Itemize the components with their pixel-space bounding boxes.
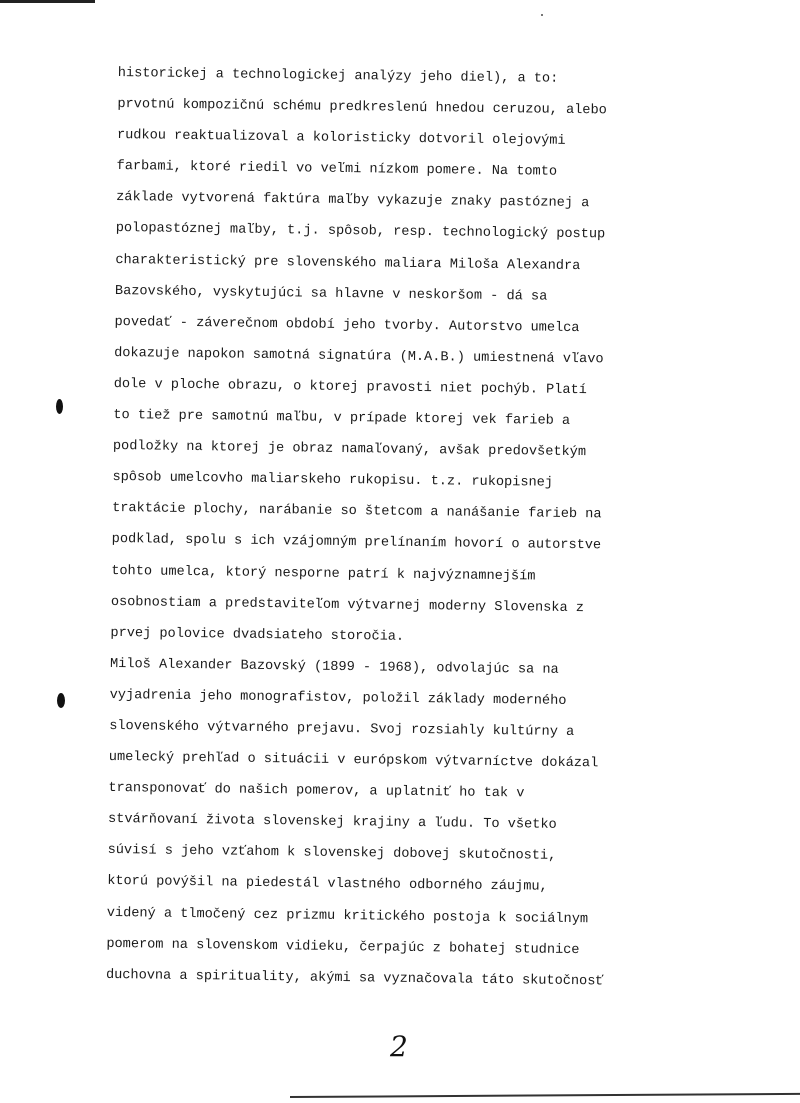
text-line: základe vytvorená faktúra maľby vykazuje znaky pastóznej a (116, 190, 590, 212)
text-line: osobnostiam a predstaviteľom výtvarnej moderny Slovenska z (110, 594, 585, 616)
text-line: podložky na ktorej je obraz namaľovaný, avšak predovšetkým (112, 439, 587, 461)
text-line: traktácie plochy, narábanie so štetcom a nanášanie farieb na (112, 501, 602, 523)
text-line: prvotnú kompozičnú schému predkreslenú hnedou ceruzou, alebo (117, 97, 607, 119)
text-line: povedať - záverečnom období jeho tvorby. Autorstvo umelca (114, 314, 580, 336)
text-line: slovenského výtvarného prejavu. Svoj rozsiahly kultúrny a (109, 718, 575, 740)
text-line: ktorú povýšil na piedestál vlastného odborného záujmu, (107, 874, 548, 896)
text-line: stvárňovaní života slovenskej krajiny a ľudu. To všetko (107, 812, 557, 834)
text-line: prvej polovice dvadsiateho storočia. (110, 625, 405, 645)
text-line: pomerom na slovenskom vidieku, čerpajúc z bohatej studnice (106, 936, 580, 958)
text-line: rudkou reaktualizoval a koloristicky dotvoril olejovými (116, 128, 566, 150)
text-line: podklad, spolu s ich vzájomným prelínaním hovorí o autorstve (111, 532, 602, 554)
text-line: vyjadrenia jeho monografistov, položil základy moderného (109, 687, 567, 709)
text-line: tohto umelca, ktorý nesporne patrí k najvýznamnejším (111, 563, 536, 585)
text-line: dole v ploche obrazu, o ktorej pravosti niet pochýb. Platí (113, 376, 587, 399)
text-line: Miloš Alexander Bazovský (1899 - 1968), odvolajúc sa na (109, 656, 559, 678)
text-line: charakteristický pre slovenského maliara Miloša Alexandra (115, 252, 581, 274)
punch-hole-mark-lower (57, 693, 65, 708)
text-line: spôsob umelcovho maliarskeho rukopisu. t.z. rukopisnej (112, 470, 554, 491)
text-line: Bazovského, vyskytujúci sa hlavne v neskoršom - dá sa (114, 283, 548, 305)
text-line: historickej a technologickej analýzy jeho diel), a to: (117, 65, 559, 87)
text-line: súvisí s jeho vzťahom k slovenskej dobovej skutočnosti, (107, 843, 557, 865)
punch-hole-mark-upper (56, 399, 63, 414)
text-line: dokazuje napokon samotná signatúra (M.A.B.) umiestnená vľavo (114, 345, 604, 368)
body-text (106, 58, 723, 999)
text-line: polopastóznej maľby, t.j. spôsob, resp. technologický postup (115, 221, 606, 243)
text-line: duchovna a spirituality, akými sa vyznačovala táto skutočnosť (105, 967, 604, 990)
page-number: 2 (390, 1030, 408, 1063)
scan-edge-bottom (290, 1093, 800, 1098)
scan-edge-top (0, 0, 95, 3)
text-line: umelecký prehľad o situácii v európskom výtvarníctve dokázal (108, 750, 599, 772)
text-line: farbami, ktoré riedil vo veľmi nízkom pomere. Na tomto (116, 159, 558, 181)
text-line: to tiež pre samotnú maľbu, v prípade ktorej vek farieb a (113, 408, 571, 429)
scan-speck (541, 14, 543, 16)
text-line: transponovať do našich pomerov, a uplatniť ho tak v (108, 781, 525, 802)
text-line: videný a tlmočený cez prizmu kritického postoja k sociálnym (106, 905, 589, 927)
